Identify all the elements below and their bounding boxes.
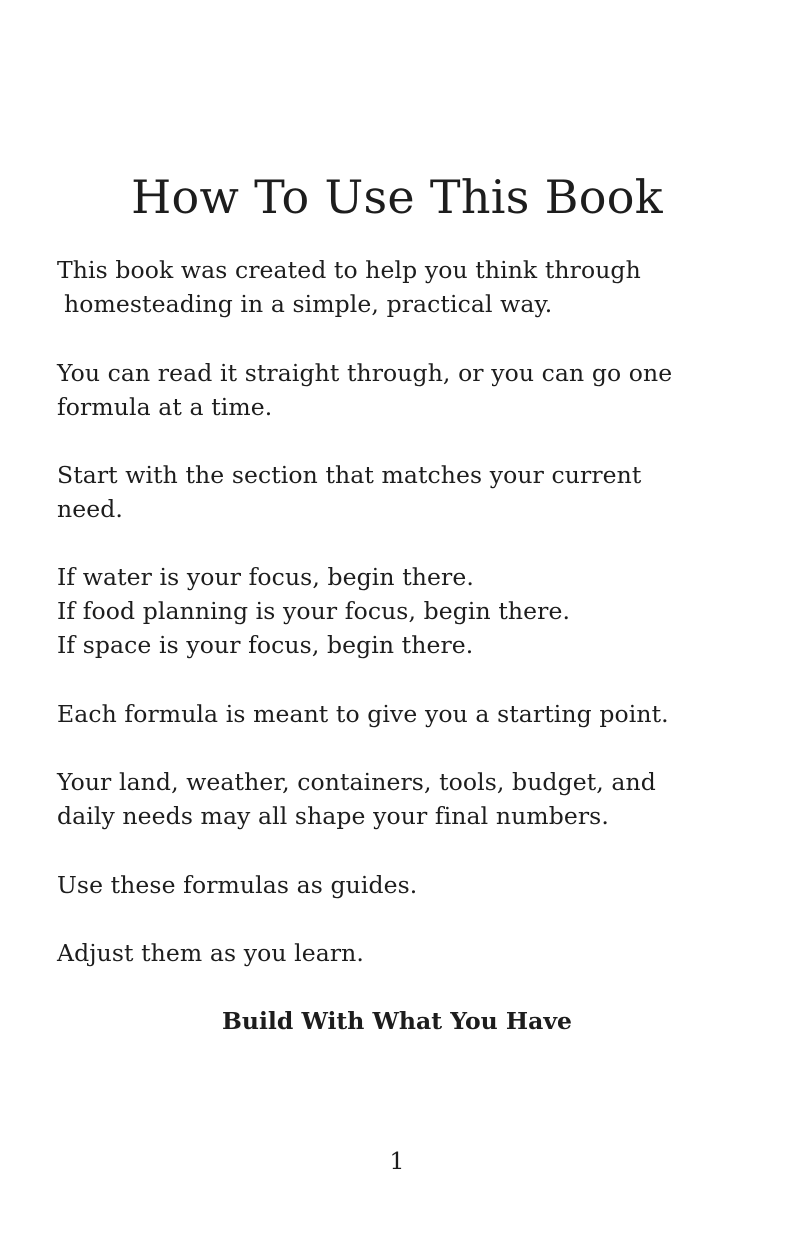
paragraph-start	[57, 458, 737, 526]
text-line: If food planning is your focus, begin there.	[57, 597, 571, 625]
text-line: daily needs may all shape your final numbers.	[57, 802, 609, 830]
closing-tagline: Build With What You Have	[222, 1007, 572, 1035]
text-line: Your land, weather, containers, tools, budget, and	[57, 768, 656, 796]
text-line: formula at a time.	[57, 393, 273, 421]
paragraph-adjust	[57, 936, 737, 970]
paragraph-intro	[57, 253, 737, 321]
text-line: You can read it straight through, or you can go one	[57, 359, 673, 387]
text-line: If space is your focus, begin there.	[57, 631, 474, 659]
text-line: Use these formulas as guides.	[57, 871, 418, 899]
paragraph-guides	[57, 868, 737, 902]
text-line: Each formula is meant to give you a starting point.	[57, 700, 669, 728]
paragraph-focus	[57, 560, 737, 662]
page-number: 1	[389, 1147, 405, 1175]
paragraph-starting-point	[57, 697, 737, 731]
text-line: Start with the section that matches your current	[57, 461, 642, 489]
text-line: Adjust them as you learn.	[57, 939, 364, 967]
paragraph-reading	[57, 356, 737, 424]
text-line: homesteading in a simple, practical way.	[64, 290, 553, 318]
text-line: This book was created to help you think through	[57, 256, 641, 284]
paragraph-factors	[57, 765, 737, 833]
text-line: need.	[57, 495, 123, 523]
text-line: If water is your focus, begin there.	[57, 563, 474, 591]
page-title: How To Use This Book	[131, 169, 663, 224]
